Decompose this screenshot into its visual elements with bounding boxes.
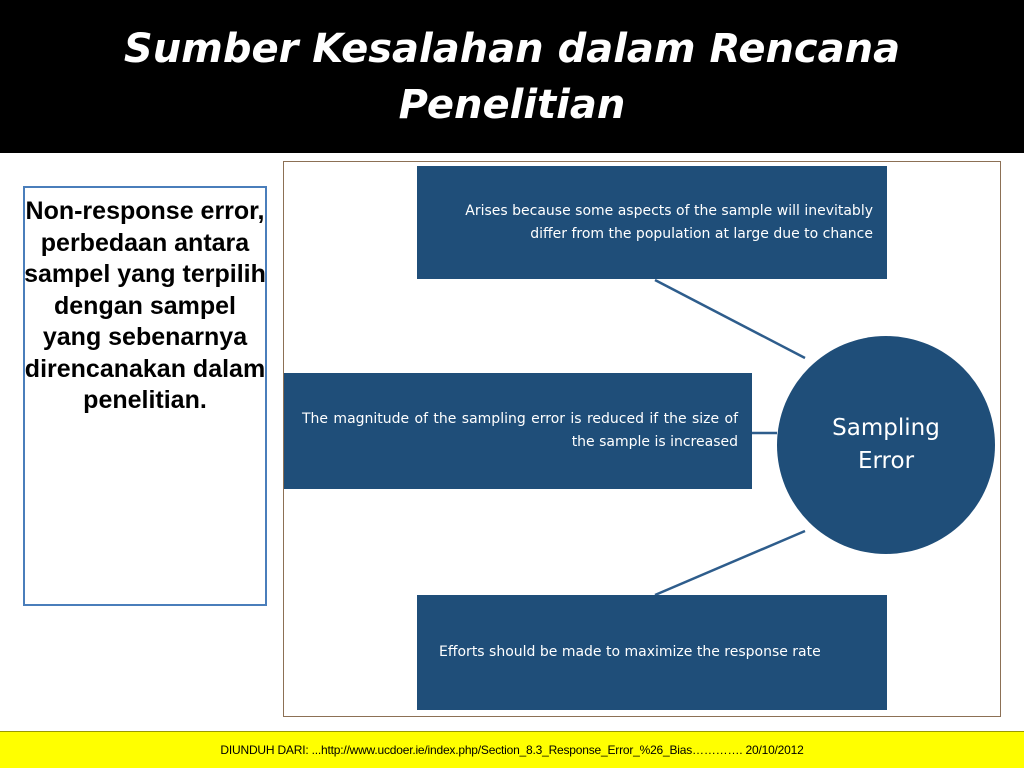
sampling-error-node xyxy=(777,336,995,554)
diagram-box-cause xyxy=(417,166,887,279)
source-citation: DIUNDUH DARI: ...http://www.ucdoer.ie/index.php/Section_8.3_Response_Error_%26_Bias…………. 20/10/2012 xyxy=(220,743,804,757)
diagram-box-magnitude-text: The magnitude of the sampling error is reduced if the size of the sample is increased xyxy=(302,411,738,450)
sampling-error-label: Sampling Error xyxy=(832,415,940,474)
diagram-box-efforts xyxy=(417,595,887,710)
slide-title: Sumber Kesalahan dalam Rencana Penelitian xyxy=(123,25,901,128)
source-footer xyxy=(0,731,1024,768)
diagram-box-efforts-text: Efforts should be made to maximize the response rate xyxy=(439,644,821,660)
title-bar xyxy=(0,0,1024,153)
diagram-box-magnitude xyxy=(284,373,752,489)
definition-text: Non-response error, perbedaan antara sampel yang terpilih dengan sampel yang sebenarnya direncanakan dalam penelitian. xyxy=(24,197,266,414)
diagram-box-cause-text: Arises because some aspects of the sample will inevitably differ from the population at large due to chance xyxy=(465,202,873,242)
